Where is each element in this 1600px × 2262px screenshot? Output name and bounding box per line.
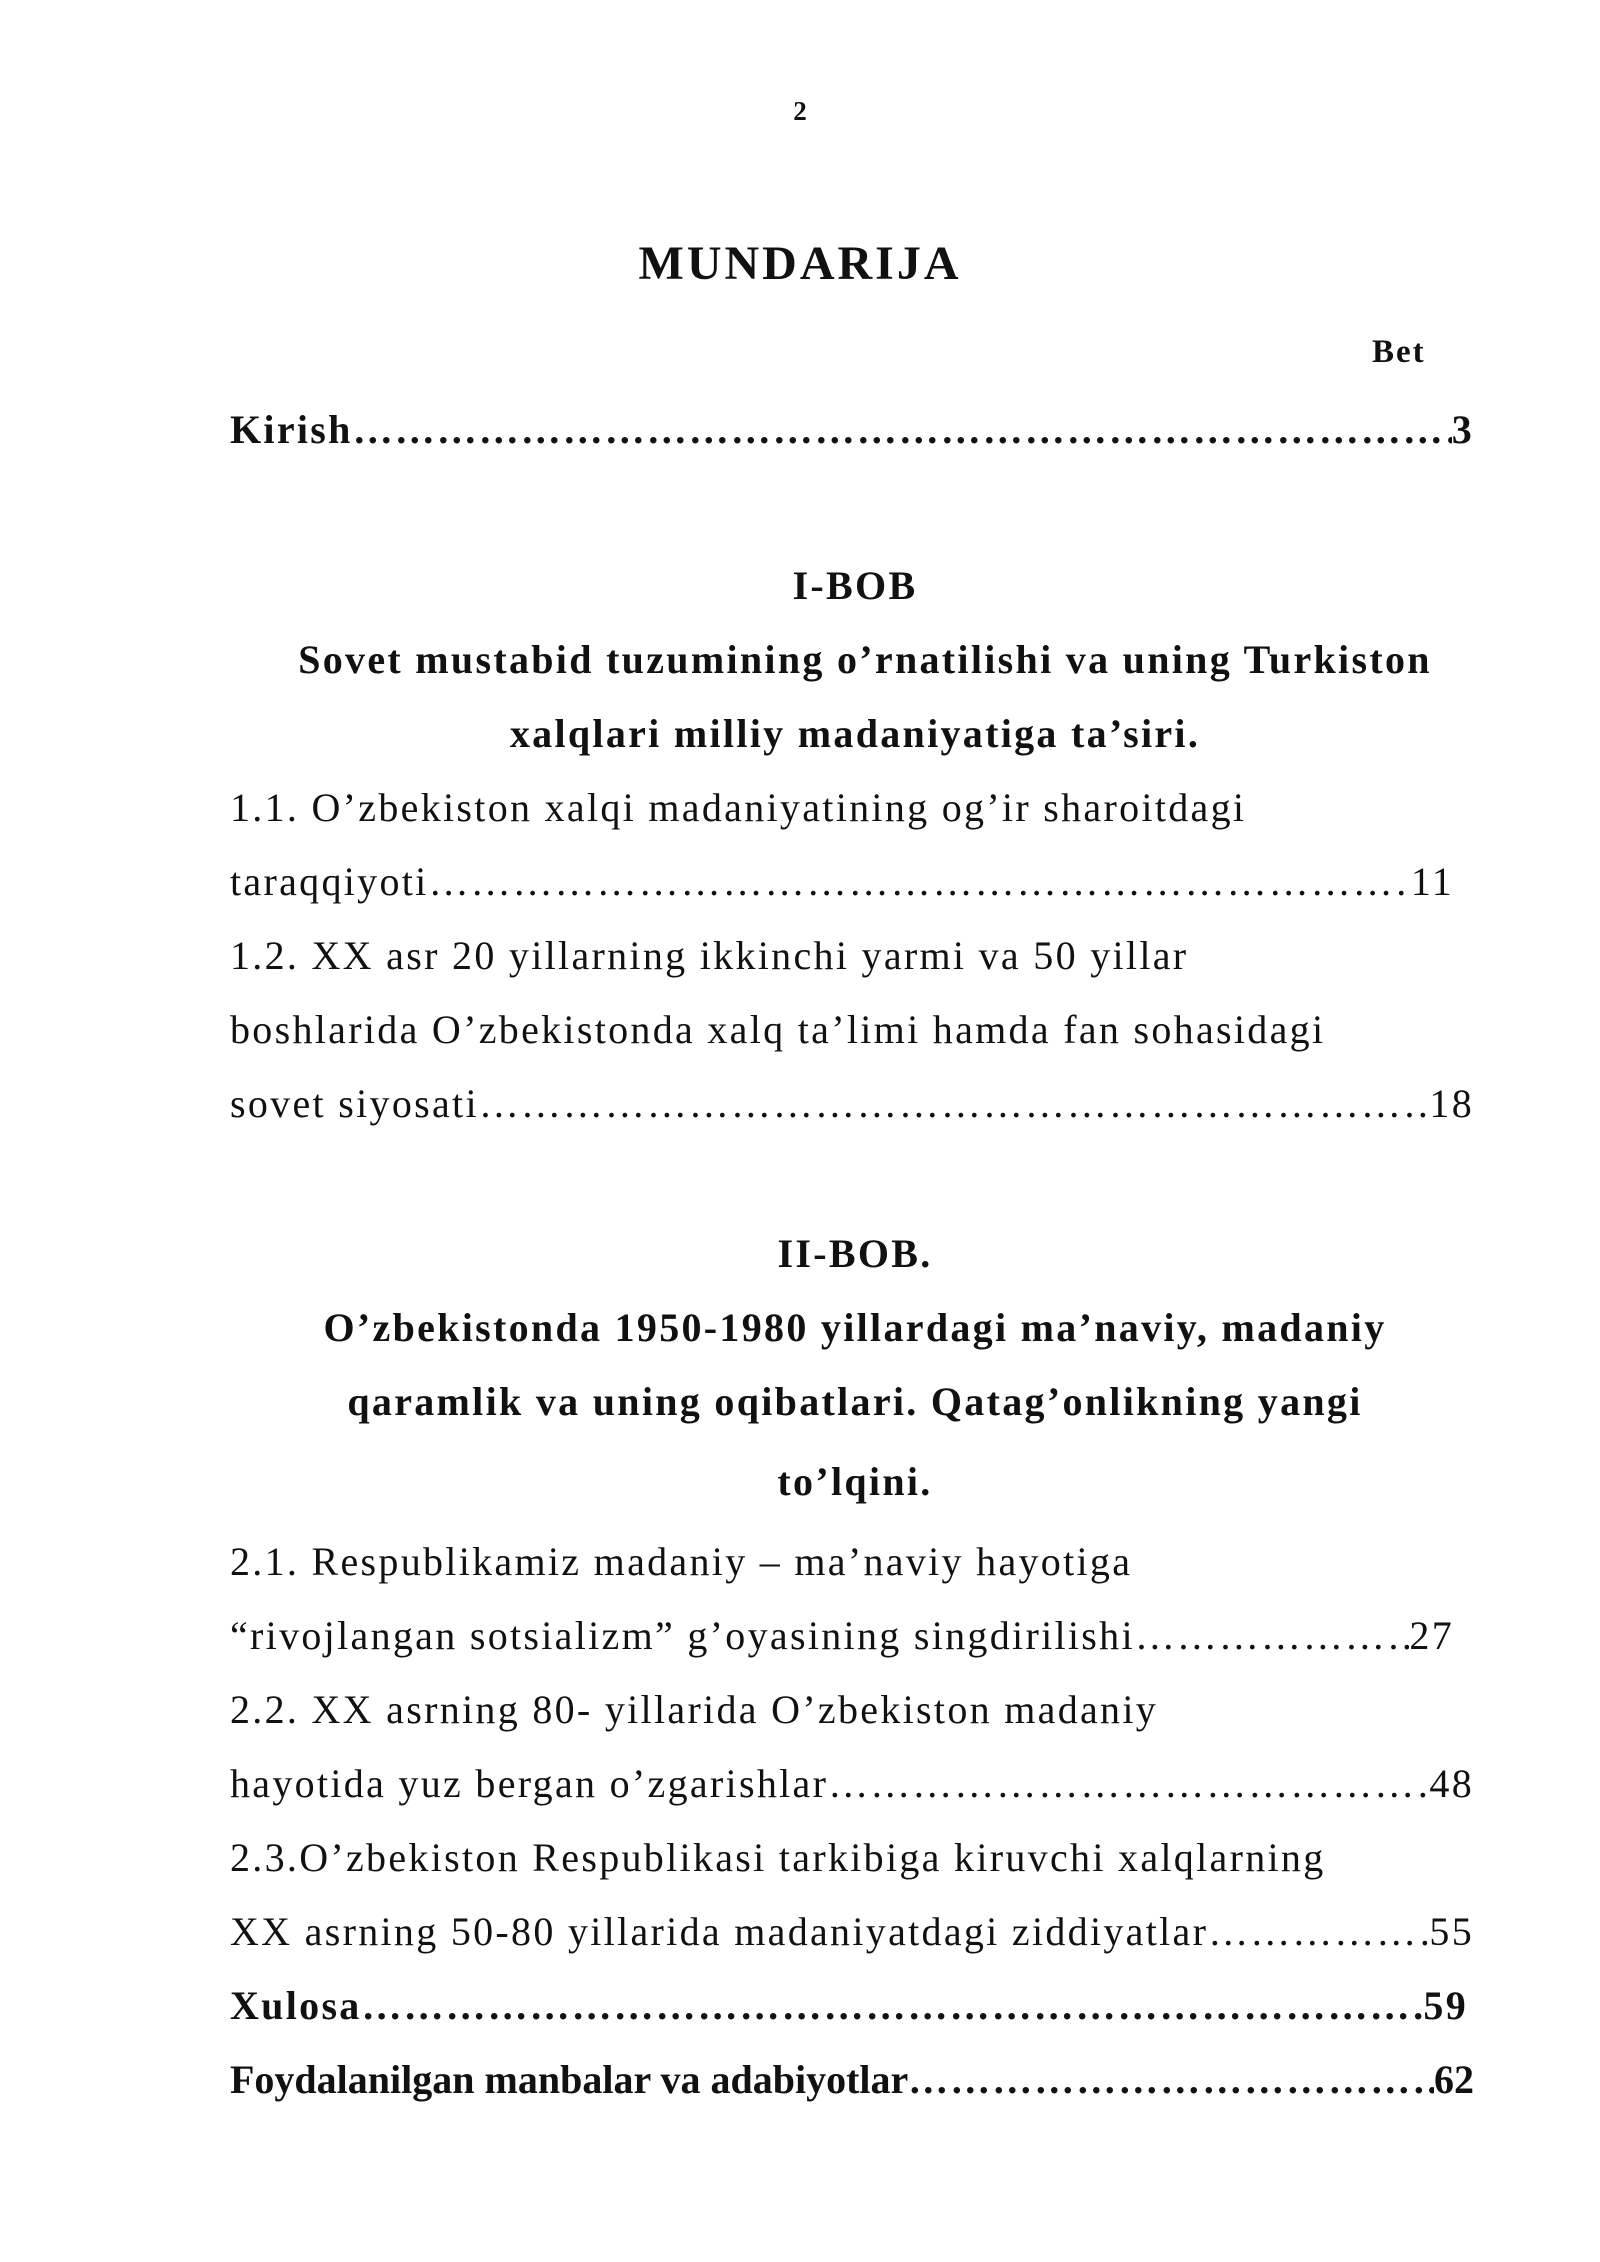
page-number: 2 [793,96,807,126]
toc-entry-section-1-1[interactable] [230,858,1454,905]
toc-title: MUNDARIJA [638,237,962,290]
page-column-label: Bet [1372,334,1426,370]
toc-entry-page: 18 [1429,1081,1474,1126]
toc-entry-label: hayotida yuz bergan o’zgarishlar [230,1761,829,1806]
toc-leader-dots [908,2056,1434,2103]
toc-section-2-1-line: 2.1. Respublikamiz madaniy – ma’naviy hayotiga [230,1539,1133,1584]
chapter-2-title-line: to’lqini. [777,1459,933,1504]
toc-entry-section-2-1[interactable] [230,1612,1454,1659]
toc-entry-page: 11 [1410,859,1454,904]
toc-section-2-3-line: 2.3.O’zbekiston Respublikasi tarkibiga kiruvchi xalqlarning [230,1835,1326,1880]
toc-entry-label: taraqqiyoti [230,859,429,904]
toc-entry-intro[interactable] [230,406,1474,453]
toc-entry-label: sovet siyosati [230,1081,479,1126]
toc-entry-label: XX asrning 50-80 yillarida madaniyatdagi ziddiyatlar [230,1909,1209,1954]
toc-leader-dots [1208,1908,1429,1955]
toc-section-1-1-line: 1.1. O’zbekiston xalqi madaniyatining og’ir sharoitdagi [230,785,1247,830]
toc-entry-page: 59 [1423,1983,1468,2028]
chapter-1-title-line: xalqlari milliy madaniyatiga ta’siri. [509,711,1201,756]
chapter-1-title-line: Sovet mustabid tuzumining o’rnatilishi va uning Turkiston [298,637,1432,682]
toc-entry-label: “rivojlangan sotsializm” g’oyasining singdirilishi [230,1613,1135,1658]
toc-entry-label: Foydalanilgan manbalar va adabiyotlar [230,2057,909,2102]
toc-entry-page: 62 [1434,2057,1474,2102]
toc-leader-dots [479,1080,1430,1127]
toc-entry-label: Xulosa [230,1983,362,2028]
toc-leader-dots [429,858,1411,905]
toc-leader-dots [1135,1612,1410,1659]
toc-entry-references[interactable] [230,2056,1474,2103]
toc-section-1-2-line: 1.2. XX asr 20 yillarning ikkinchi yarmi va 50 yillar [230,933,1189,978]
toc-section-1-2-line: boshlarida O’zbekistonda xalq ta’limi hamda fan sohasidagi [230,1007,1326,1052]
chapter-1-heading: I-BOB [792,563,918,608]
toc-entry-page: 55 [1429,1909,1474,1954]
chapter-2-title-line: qaramlik va uning oqibatlari. Qatag’onlikning yangi [347,1379,1363,1424]
toc-leader-dots [353,406,1452,453]
toc-entry-conclusion[interactable] [230,1982,1468,2029]
toc-section-2-2-line: 2.2. XX asrning 80- yillarida O’zbekiston madaniy [230,1687,1159,1732]
toc-leader-dots [828,1760,1429,1807]
chapter-2-heading: II-BOB. [777,1231,933,1276]
toc-entry-section-2-2[interactable] [230,1760,1474,1807]
toc-entry-page: 3 [1451,407,1474,452]
toc-entry-label: Kirish [230,407,353,452]
toc-entry-page: 48 [1429,1761,1474,1806]
chapter-2-title-line: O’zbekistonda 1950-1980 yillardagi ma’naviy, madaniy [323,1305,1387,1350]
toc-entry-section-1-2[interactable] [230,1080,1474,1127]
toc-entry-page: 27 [1409,1613,1454,1658]
toc-leader-dots [362,1982,1424,2029]
toc-entry-section-2-3[interactable] [230,1908,1474,1955]
